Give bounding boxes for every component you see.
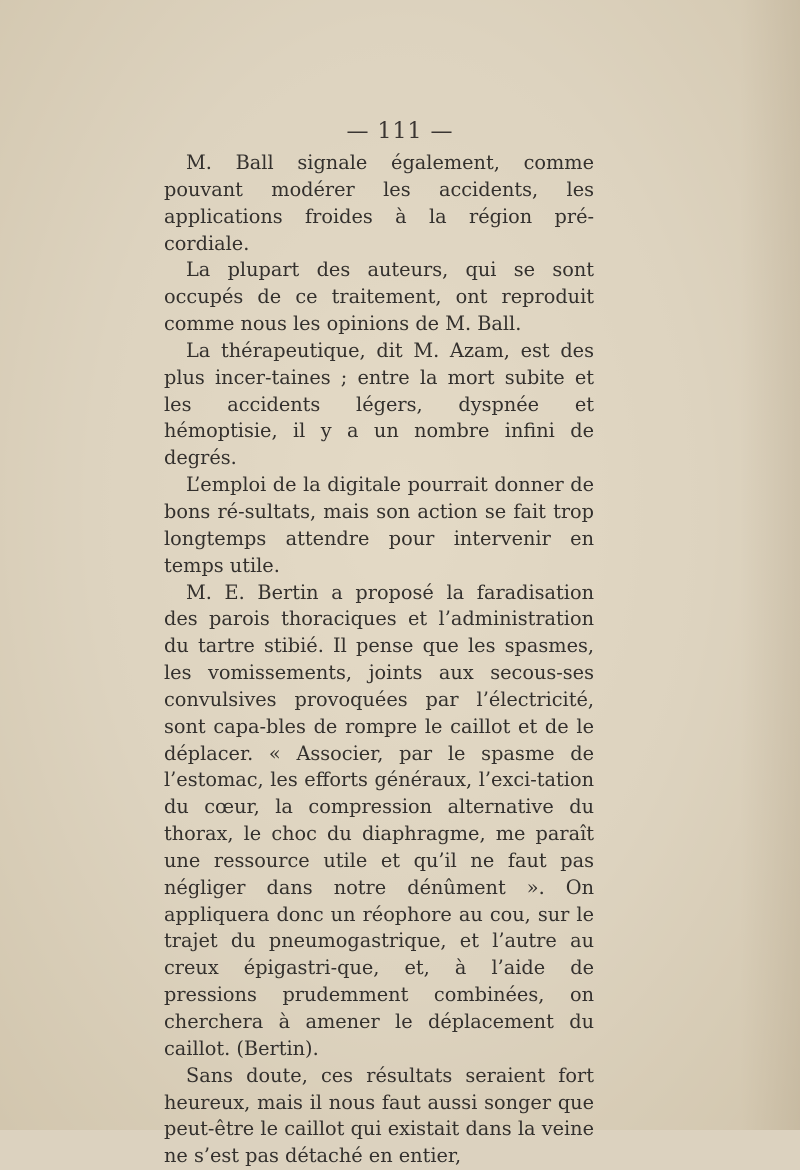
paragraph-3: La thérapeutique, dit M. Azam, est des plus incer-taines ; entre la mort subite et les accidents légers, dyspnée et hémoptisie, il y a un nombre infini de degrés.	[164, 338, 594, 470]
paragraph-4: L’emploi de la digitale pourrait donner de bons ré-sultats, mais son action se fait trop longtemps attendre pour intervenir en temps utile.	[164, 473, 594, 577]
page-edge-shadow	[740, 0, 800, 1130]
paragraph-1: M. Ball signale également, comme pouvant modérer les accidents, les applications froides à la région pré-cordiale.	[164, 151, 594, 255]
page-number: — 111 —	[346, 119, 454, 144]
body-text	[164, 150, 594, 1170]
paragraph-5: M. E. Bertin a proposé la faradisation des parois thoraciques et l’administration du tartre stibié. Il pense que les spasmes, les vomissements, joints aux secous-ses convulsives provoquées par l’électricité, sont capa-bles de rompre le caillot et de le déplacer. « Associer, par le spasme de l’estomac, les efforts généraux, l’exci-tation du cœur, la compression alternative du thorax, le choc du diaphragme, me paraît une ressource utile et qu’il ne faut pas négliger dans notre dénûment ». On appliquera donc un réophore au cou, sur le trajet du pneumogastrique, et l’autre au creux épigastri-que, et, à l’aide de pressions prudemment combinées, on cherchera à amener le déplacement du caillot. (Bertin).	[164, 580, 594, 1060]
paragraph-6: Sans doute, ces résultats seraient fort heureux, mais il nous faut aussi songer que peut-être le caillot qui existait dans la veine ne s’est pas détaché en entier,	[164, 1063, 594, 1168]
paragraph-2: La plupart des auteurs, qui se sont occupés de ce traitement, ont reproduit comme nous les opinions de M. Ball.	[164, 258, 594, 336]
